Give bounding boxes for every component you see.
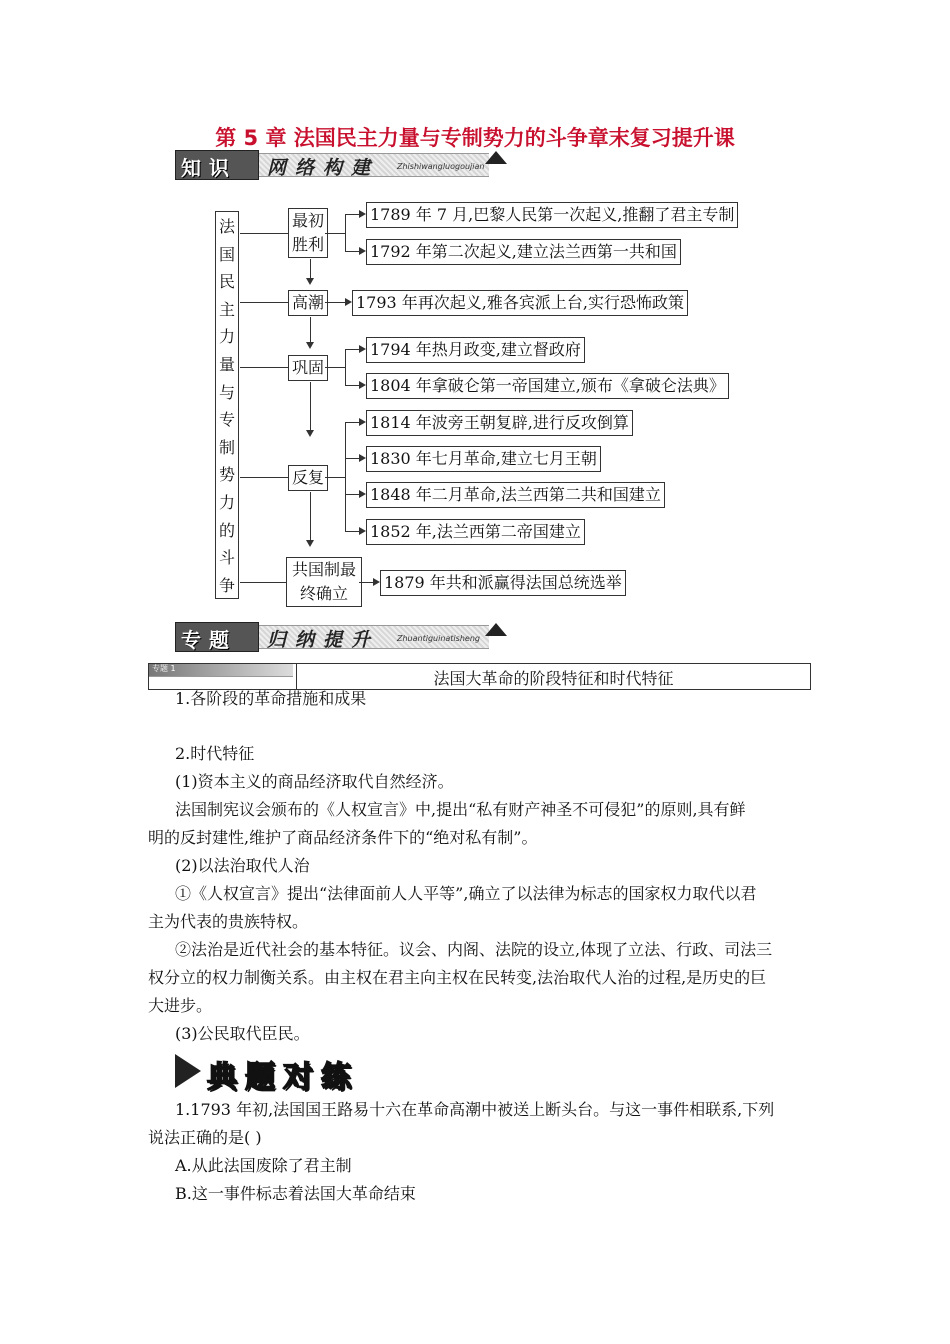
banner-light-label: 归纳提升 [267, 629, 380, 651]
event-1793-jacobins: 1793 年再次起义,雅各宾派上台,实行恐怖政策 [352, 290, 688, 316]
paragraph: (1)资本主义的商品经济取代自然经济。 [175, 772, 454, 791]
section-heading: 1.各阶段的革命措施和成果 [175, 689, 367, 708]
event-1794-thermidor: 1794 年热月政变,建立督政府 [366, 337, 585, 363]
paragraph: 大进步。 [148, 996, 213, 1015]
paragraph: 主为代表的贵族特权。 [148, 912, 309, 931]
paragraph: ①《人权宣言》提出“法律面前人人平等”,确立了以法律为标志的国家权力取代以君 [175, 884, 757, 903]
root-char: 专 [218, 410, 235, 430]
paragraph: (2)以法治取代人治 [175, 856, 310, 875]
practice-heading [175, 1052, 385, 1095]
root-char: 量 [218, 355, 235, 375]
event-1792-first-republic: 1792 年第二次起义,建立法兰西第一共和国 [366, 239, 681, 265]
topic-title: 法国大革命的阶段特征和时代特征 [433, 669, 674, 688]
knowledge-diagram [0, 0, 950, 620]
root-char: 法 [218, 217, 235, 236]
root-char: 争 [218, 575, 235, 595]
paragraph: 法国制宪议会颁布的《人权宣言》中,提出“私有财产神圣不可侵犯”的原则,具有鲜 [175, 800, 746, 819]
event-1848-second-republic: 1848 年二月革命,法兰西第二共和国建立 [366, 482, 665, 508]
event-1814-restoration: 1814 年波旁王朝复辟,进行反攻倒算 [366, 410, 633, 436]
diamond-icon [485, 623, 507, 636]
play-arrow-icon [175, 1054, 201, 1088]
banner-dark-label: 知识 [181, 156, 237, 180]
root-char: 制 [218, 437, 235, 457]
event-1852-second-empire: 1852 年,法兰西第二帝国建立 [366, 519, 585, 545]
answer-option-a[interactable]: A.从此法国废除了君主制 [175, 1156, 352, 1175]
root-char: 斗 [218, 548, 235, 568]
event-1879-republicans: 1879 年共和派赢得法国总统选举 [380, 570, 626, 596]
question-text: 1.1793 年初,法国国王路易十六在革命高潮中被送上断头台。与这一事件相联系,下列 [175, 1100, 775, 1119]
banner-pinyin: Zhuantiguinatisheng [397, 634, 480, 643]
paragraph: (3)公民取代臣民。 [175, 1024, 310, 1043]
section-banner-summary [175, 622, 505, 652]
answer-option-b[interactable]: B.这一事件标志着法国大革命结束 [175, 1184, 416, 1203]
stage-reversal: 反复 [288, 465, 328, 491]
paragraph: 明的反封建性,维护了商品经济条件下的“绝对私有制”。 [148, 828, 538, 847]
section-heading: 2.时代特征 [175, 744, 255, 763]
stage-republic-established: 共国制最终确立 [286, 557, 362, 607]
root-char: 主 [218, 299, 235, 319]
event-1830-july-revolution: 1830 年七月革命,建立七月王朝 [366, 446, 601, 472]
diagram-root-box [215, 211, 239, 599]
banner-pinyin: Zhishiwangluogoujian [397, 162, 485, 171]
paragraph: ②法治是近代社会的基本特征。议会、内阁、法院的设立,体现了立法、行政、司法三 [175, 940, 773, 959]
event-1789-uprising: 1789 年 7 月,巴黎人民第一次起义,推翻了君主专制 [366, 202, 738, 228]
event-1804-first-empire: 1804 年拿破仑第一帝国建立,颁布《拿破仑法典》 [366, 373, 729, 399]
root-char: 国 [218, 244, 235, 264]
banner-dark-label: 专题 [181, 628, 237, 652]
topic-tag-label: 专题 1 [152, 664, 176, 673]
paragraph: 权分立的权力制衡关系。由主权在君主向主权在民转变,法治取代人治的过程,是历史的巨 [148, 968, 767, 987]
root-char: 力 [218, 327, 235, 347]
stage-initial-victory: 最初胜利 [288, 208, 328, 258]
practice-heading-label: 典题对练 [207, 1060, 359, 1095]
root-char: 势 [218, 465, 235, 485]
stage-climax: 高潮 [288, 290, 328, 316]
root-char: 与 [218, 382, 235, 402]
root-char: 的 [218, 520, 235, 540]
root-char: 力 [218, 493, 235, 513]
stage-consolidation: 巩固 [288, 355, 328, 381]
root-char: 民 [218, 272, 235, 292]
banner-light-label: 网络构建 [267, 157, 380, 179]
question-text: 说法正确的是( ) [148, 1128, 262, 1147]
page-title: 第 5 章 法国民主力量与专制势力的斗争章末复习提升课 [215, 126, 735, 150]
